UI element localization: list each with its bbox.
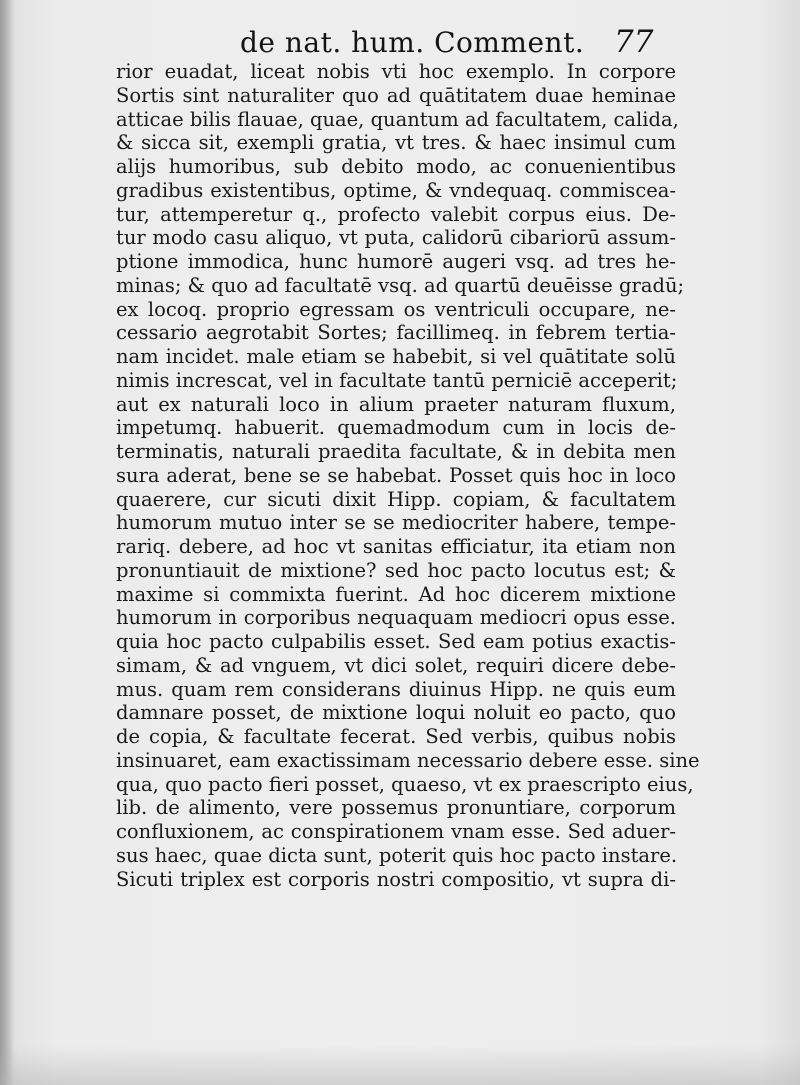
text-line: humorum in corporibus nequaquam mediocri opus esse. — [116, 606, 676, 630]
text-line: Sortis sint naturaliter quo ad quātitatem duae heminae — [116, 83, 676, 107]
text-line: insinuaret, eam exactissimam necessario debere esse. sine — [116, 748, 700, 772]
text-line: impetumq. habuerit. quemadmodum cum in locis de- — [116, 416, 676, 440]
spine-shadow — [0, 0, 14, 1085]
text-line: ptione immodica, hunc humorē augeri vsq. ad tres he- — [116, 250, 676, 273]
page-number: 77 — [614, 24, 654, 60]
text-line: sus haec, quae dicta sunt, poterit quis hoc pacto instare. — [116, 843, 678, 867]
text-line: confluxionem, ac conspirationem vnam esse. Sed aduer- — [116, 820, 676, 843]
body-text — [116, 60, 700, 891]
text-line: tur, attemperetur q., profecto valebit corpus eius. De- — [116, 202, 676, 226]
text-line: de copia, & facultate fecerat. Sed verbis, quibus nobis — [116, 725, 676, 748]
text-line: nam incidet. male etiam se habebit, si vel quātitate solū — [116, 345, 676, 368]
text-line: lib. de alimento, vere possemus pronuntiare, corporum — [116, 796, 676, 820]
text-line: gradibus existentibus, optime, & vndequaq. commiscea- — [116, 178, 676, 202]
text-line: minas; & quo ad facultatē vsq. ad quartū deuēisse gradū; — [116, 273, 685, 297]
text-line: tur modo casu aliquo, vt puta, calidorū cibariorū assum- — [116, 226, 676, 250]
text-line: quia hoc pacto culpabilis esset. Sed eam potius exactis- — [116, 630, 676, 653]
text-line: cessario aegrotabit Sortes; facillimeq. in febrem tertia- — [116, 321, 676, 345]
text-line: maxime si commixta fuerint. Ad hoc dicerem mixtione — [116, 582, 676, 606]
page-bottom-shade — [0, 1045, 800, 1085]
text-line: aut ex naturali loco in alium praeter naturam fluxum, — [116, 392, 676, 416]
text-line: pronuntiauit de mixtione? sed hoc pacto locutus est; & — [116, 558, 676, 582]
text-line: ex locoq. proprio egressam os ventriculi occupare, ne- — [116, 297, 676, 321]
text-line: nimis increscat, vel in facultate tantū perniciē acceperit; — [116, 368, 678, 392]
text-line: qua, quo pacto fieri posset, quaeso, vt ex praescripto eius, — [116, 772, 694, 796]
text-line: mus. quam rem considerans diuinus Hipp. ne quis eum — [116, 677, 676, 701]
text-line: simam, & ad vnguem, vt dici solet, requiri dicere debe- — [116, 653, 676, 677]
text-line: damnare posset, de mixtione loqui noluit eo pacto, quo — [116, 701, 676, 725]
text-line: quaerere, cur sicuti dixit Hipp. copiam, & facultatem — [116, 487, 676, 511]
text-line: Sicuti triplex est corporis nostri compositio, vt supra di- — [116, 867, 676, 891]
text-line: atticae bilis flauae, quae, quantum ad facultatem, calida, — [116, 107, 679, 131]
text-line: sura aderat, bene se se habebat. Posset quis hoc in loco — [116, 463, 676, 487]
text-line: rariq. debere, ad hoc vt sanitas efficiatur, ita etiam non — [116, 535, 676, 558]
text-line: alijs humoribus, sub debito modo, ac conuenientibus — [116, 155, 676, 178]
text-line: humorum mutuo inter se se mediocriter habere, tempe- — [116, 511, 676, 535]
text-line: rior euadat, liceat nobis vti hoc exemplo. In corpore — [116, 60, 676, 83]
text-line: terminatis, naturali praedita facultate, & in debita men — [116, 440, 676, 463]
running-title: de nat. hum. Comment. — [240, 26, 585, 59]
text-line: & sicca sit, exempli gratia, vt tres. & haec insimul cum — [116, 131, 676, 155]
